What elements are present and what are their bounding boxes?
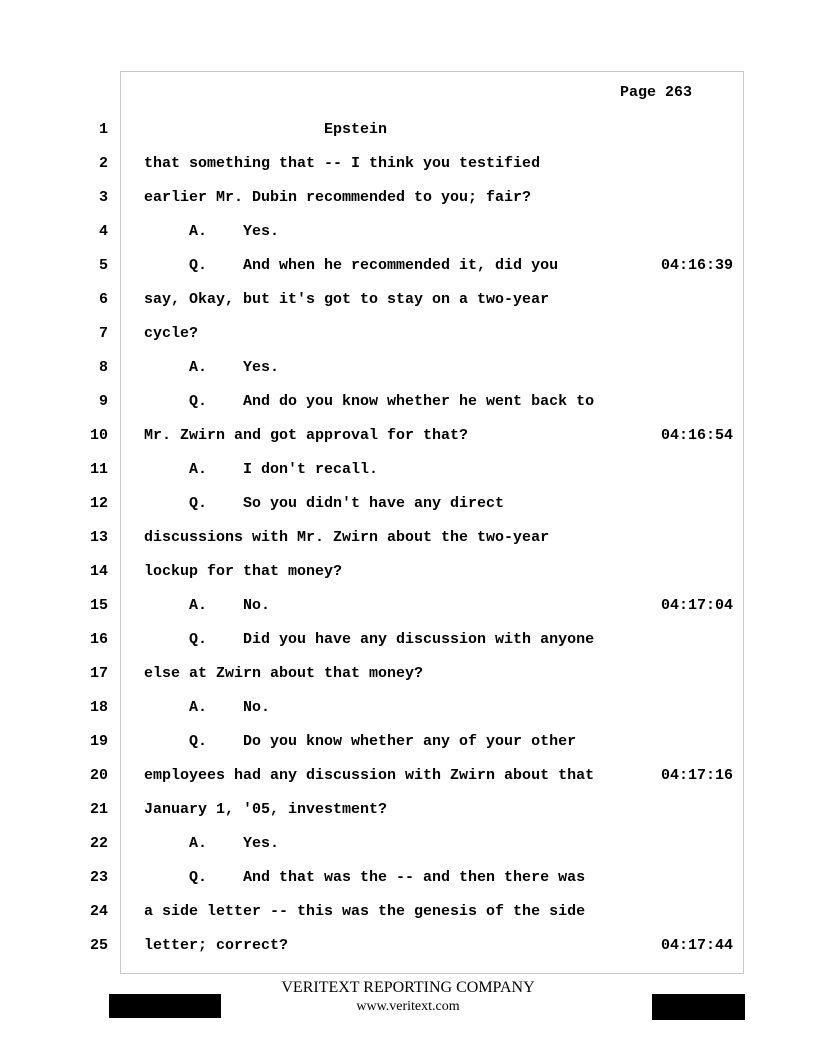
page-number: Page 263 — [620, 84, 693, 101]
transcript-line — [0, 664, 816, 698]
line-number: 12 — [89, 495, 108, 512]
line-text: that something that -- I think you testified — [144, 155, 541, 172]
transcript-line — [0, 290, 816, 324]
redaction-box-right — [652, 994, 745, 1020]
transcript-line — [0, 256, 816, 290]
line-number: 15 — [89, 597, 108, 614]
transcript-line — [0, 868, 816, 902]
line-text: A. No. — [144, 699, 271, 716]
line-number: 4 — [98, 223, 108, 240]
line-number: 10 — [89, 427, 108, 444]
transcript-line — [0, 698, 816, 732]
transcript-line — [0, 766, 816, 800]
line-text: Q. And do you know whether he went back to — [144, 393, 595, 410]
timestamp: 04:16:54 — [661, 427, 734, 444]
line-number: 2 — [98, 155, 108, 172]
line-number: 24 — [89, 903, 108, 920]
line-text: Q. Do you know whether any of your other — [144, 733, 577, 750]
line-text: Mr. Zwirn and got approval for that? — [144, 427, 469, 444]
line-number: 23 — [89, 869, 108, 886]
timestamp: 04:17:04 — [661, 597, 734, 614]
footer-company: VERITEXT REPORTING COMPANY — [281, 979, 535, 996]
transcript-line — [0, 596, 816, 630]
line-text: A. I don't recall. — [144, 461, 379, 478]
line-text: Q. And that was the -- and then there was — [144, 869, 586, 886]
line-text: say, Okay, but it's got to stay on a two-year — [144, 291, 550, 308]
line-number: 8 — [98, 359, 108, 376]
transcript-line — [0, 154, 816, 188]
line-number: 1 — [98, 121, 108, 138]
line-number: 19 — [89, 733, 108, 750]
transcript-line — [0, 630, 816, 664]
transcript-line — [0, 494, 816, 528]
transcript-line — [0, 800, 816, 834]
line-number: 18 — [89, 699, 108, 716]
line-number: 22 — [89, 835, 108, 852]
line-text: A. No. — [144, 597, 271, 614]
line-number: 9 — [98, 393, 108, 410]
line-number: 7 — [98, 325, 108, 342]
redaction-box-left — [109, 994, 221, 1018]
line-number: 25 — [89, 937, 108, 954]
transcript-line — [0, 358, 816, 392]
line-text: Epstein — [144, 121, 388, 138]
timestamp: 04:17:44 — [661, 937, 734, 954]
line-text: cycle? — [144, 325, 199, 342]
line-text: A. Yes. — [144, 359, 280, 376]
transcript-line — [0, 732, 816, 766]
transcript-line — [0, 188, 816, 222]
line-number: 21 — [89, 801, 108, 818]
line-text: A. Yes. — [144, 835, 280, 852]
timestamp: 04:16:39 — [661, 257, 734, 274]
transcript-line — [0, 562, 816, 596]
line-number: 13 — [89, 529, 108, 546]
footer-url: www.veritext.com — [356, 999, 460, 1014]
line-number: 6 — [98, 291, 108, 308]
transcript-line — [0, 902, 816, 936]
line-text: lockup for that money? — [144, 563, 343, 580]
line-text: earlier Mr. Dubin recommended to you; fair? — [144, 189, 532, 206]
line-text: letter; correct? — [144, 937, 289, 954]
line-number: 17 — [89, 665, 108, 682]
transcript-line — [0, 392, 816, 426]
line-number: 16 — [89, 631, 108, 648]
line-text: Q. Did you have any discussion with anyone — [144, 631, 595, 648]
transcript-line — [0, 120, 816, 154]
line-number: 11 — [89, 461, 108, 478]
line-text: Q. And when he recommended it, did you — [144, 257, 559, 274]
line-text: A. Yes. — [144, 223, 280, 240]
transcript-line — [0, 936, 816, 970]
line-number: 3 — [98, 189, 108, 206]
line-number: 14 — [89, 563, 108, 580]
line-text: a side letter -- this was the genesis of the side — [144, 903, 586, 920]
timestamp: 04:17:16 — [661, 767, 734, 784]
line-text: discussions with Mr. Zwirn about the two-year — [144, 529, 550, 546]
transcript-line — [0, 222, 816, 256]
transcript-line — [0, 528, 816, 562]
line-text: January 1, '05, investment? — [144, 801, 388, 818]
transcript-line — [0, 324, 816, 358]
line-number: 5 — [98, 257, 108, 274]
line-number: 20 — [89, 767, 108, 784]
transcript-line — [0, 460, 816, 494]
transcript-line — [0, 834, 816, 868]
line-text: employees had any discussion with Zwirn about that — [144, 767, 595, 784]
line-text: else at Zwirn about that money? — [144, 665, 424, 682]
line-text: Q. So you didn't have any direct — [144, 495, 505, 512]
transcript-line — [0, 426, 816, 460]
